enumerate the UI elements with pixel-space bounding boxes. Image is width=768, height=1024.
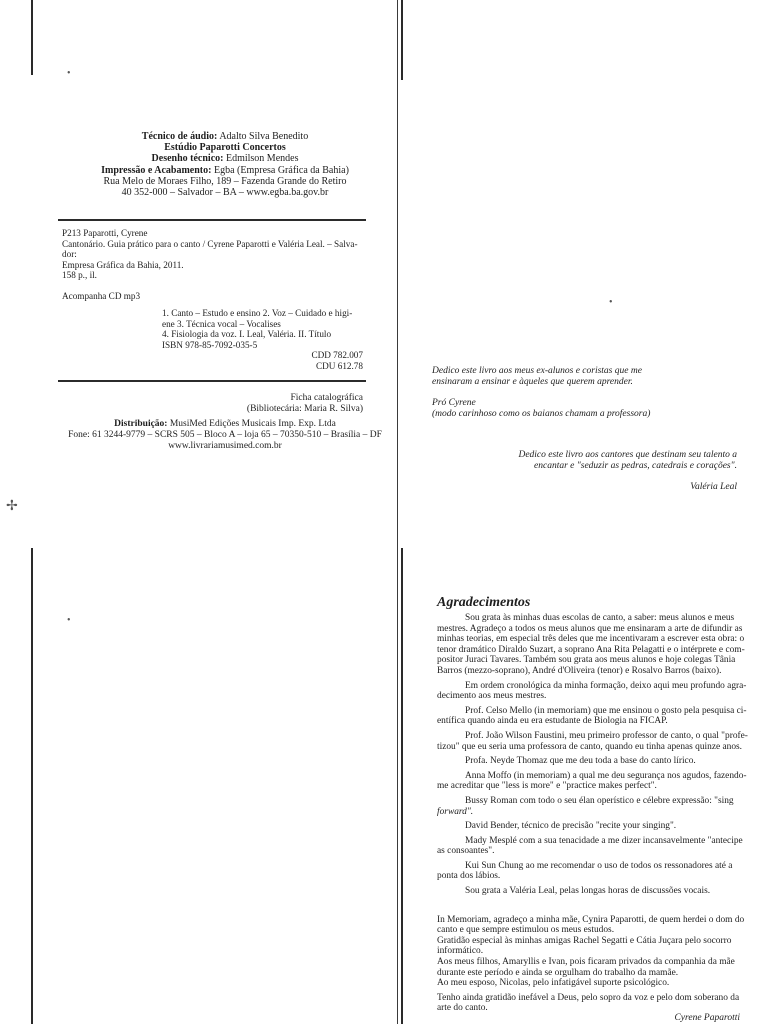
ack-line: minhas teorias, em especial três deles que me incentivaram a escrever esta obra: o <box>437 634 745 645</box>
right-page-edge-top <box>401 0 403 80</box>
print-value: Egba (Empresa Gráfica da Bahia) <box>213 164 349 176</box>
print-address-line2: 40 352-000 – Salvador – BA – www.egba.ba.gov.br <box>121 187 329 199</box>
scan-speck: • <box>67 68 71 79</box>
ack-line: Aos meus filhos, Amaryllis e Ivan, pois ficaram privados da companhia da mãe <box>437 957 735 968</box>
ack-signature: Cyrene Paparotti <box>674 1013 740 1023</box>
catalog-cd-note: Acompanha CD mp3 <box>62 290 141 301</box>
isbn: ISBN 978-85-7092-035-5 <box>162 339 258 350</box>
ack-line: Anna Moffo (in memoriam) a qual me deu segurança nos agudos, fazendo- <box>465 770 747 781</box>
distribution-block <box>55 419 395 451</box>
ack-paragraph <box>437 705 747 727</box>
drawing-value: Edmilson Mendes <box>225 153 299 165</box>
ack-line: as consoantes". <box>437 846 495 857</box>
ack-line: Kui Sun Chung ao me recomendar o uso de todos os ressonadores até a <box>465 860 733 871</box>
scan-mark: ✢ <box>6 499 18 514</box>
catalog-bottom-rule <box>58 380 366 382</box>
subject-line: ene 3. Técnica vocal – Vocalises <box>162 318 281 329</box>
center-gutter-line <box>397 0 398 1024</box>
ack-line: decimento aos meus mestres. <box>437 691 547 702</box>
distribution-address: Fone: 61 3244-9779 – SCRS 505 – Bloco A – loja 65 – 70350-510 – Brasília – DF <box>68 429 382 440</box>
catalog-line: 158 p., il. <box>62 270 97 281</box>
ack-line: Tenho ainda gratidão inefável a Deus, pelo sopro da voz e pelo dom soberano da <box>437 992 740 1003</box>
ack-paragraph <box>437 770 747 792</box>
catalog-line: Cantonário. Guia prático para o canto / Cyrene Paparotti e Valéria Leal. – Salva- <box>62 238 358 249</box>
dedication-cyrene <box>432 366 732 420</box>
classification-codes <box>250 350 363 372</box>
catalog-line: P213 Paparotti, Cyrene <box>62 228 148 238</box>
ack-line: ponta dos lábios. <box>437 871 501 882</box>
ack-line: Sou grata a Valéria Leal, pelas longas horas de discussões vocais. <box>465 886 711 897</box>
subject-line: 1. Canto – Estudo e ensino 2. Voz – Cuidado e higi- <box>162 308 353 318</box>
subject-line: 4. Fisiologia da voz. I. Leal, Valéria. II. Título <box>162 329 332 340</box>
dedication-signature-note: (modo carinhoso como os baianos chamam a professora) <box>432 409 651 419</box>
ack-line: Mady Mesplé com a sua tenacidade a me dizer incansavelmente "antecipe <box>465 835 743 846</box>
credits-block <box>60 131 390 198</box>
ack-line: canto e que sempre estimulou os meus estudos. <box>437 925 615 936</box>
ack-line: Prof. João Wilson Faustini, meu primeiro professor de canto, o qual "profe- <box>465 730 748 741</box>
ack-paragraph <box>437 836 741 857</box>
ack-line: positor Juraci Tavares. Também sou grata aos meus alunos e hoje colegas Tânia <box>437 655 736 666</box>
dedication-line: Dedico este livro aos cantores que destinam seu talento a <box>518 450 737 460</box>
ack-line: Bussy Roman com todo o seu élan operístico e célebre expressão: "sing <box>465 795 734 806</box>
ack-line: Prof. Celso Mello (in memoriam) que me ensinou o gosto pela pesquisa ci- <box>465 705 747 716</box>
ack-line: Ao meu esposo, Nicolas, pelo infatigável suporte psicológico. <box>437 978 670 989</box>
dedication-signature: Pró Cyrene <box>432 398 476 408</box>
right-page-edge-bottom <box>401 548 403 1024</box>
ack-line: entífica quando ainda eu era estudante de Biologia na FICAP. <box>437 716 668 727</box>
ack-paragraph <box>437 680 747 702</box>
ack-line: forward". <box>437 806 474 817</box>
acknowledgments-title: Agradecimentos <box>437 595 531 610</box>
dedication-line: Dedico este livro aos meus ex-alunos e coristas que me <box>432 366 642 376</box>
paragraph-gap <box>437 901 741 915</box>
librarian: (Bibliotecária: Maria R. Silva) <box>246 404 363 414</box>
ack-line: Em ordem cronológica da minha formação, deixo aqui meu profundo agra- <box>465 680 747 691</box>
ack-paragraph <box>437 993 741 1014</box>
ack-line: Profa. Neyde Thomaz que me deu toda a base do canto lírico. <box>465 756 696 767</box>
ack-line: mestres. Agradeço a todos os meus alunos que me ensinaram a arte de difundir as <box>437 623 743 634</box>
ack-line: me acreditar que "less is more" e "practice makes perfect". <box>437 781 657 792</box>
ack-paragraph <box>437 730 748 752</box>
ack-line: tizou" que eu seria uma professora de canto, quando eu tinha apenas quinze anos. <box>437 741 743 752</box>
cdd-code: CDD 782.007 <box>311 350 363 360</box>
catalog-top-rule <box>58 219 366 221</box>
ficha-title: Ficha catalográfica <box>290 393 363 403</box>
distribution-label: Distribuição: <box>114 419 168 429</box>
studio-name: Estúdio Paparotti Concertos <box>164 142 286 154</box>
ack-line: Barros (mezzo-soprano), André d'Oliveira (tenor) e Rosalvo Barros (baixo). <box>437 665 722 676</box>
left-page-edge-top <box>31 0 33 75</box>
catalog-line: Empresa Gráfica da Bahia, 2011. <box>62 259 184 270</box>
audio-value: Adalto Silva Benedito <box>219 131 309 142</box>
dedication-line: encantar e "seduzir as pedras, catedrais e corações". <box>534 461 737 471</box>
ack-paragraph-family <box>437 914 745 989</box>
distribution-value: MusiMed Edições Musicais Imp. Exp. Ltda <box>169 419 336 429</box>
print-address-line1: Rua Melo de Moraes Filho, 189 – Fazenda Grande do Retiro <box>103 175 347 187</box>
scan-speck: • <box>609 297 613 308</box>
catalog-line: dor: <box>62 249 77 260</box>
audio-label: Técnico de áudio: <box>141 131 218 142</box>
ack-line: David Bender, técnico de precisão "recite your singing". <box>465 821 677 832</box>
ack-paragraph <box>437 886 741 897</box>
ficha-block <box>200 393 363 415</box>
cdu-code: CDU 612.78 <box>316 361 363 371</box>
catalog-card <box>62 228 367 302</box>
dedication-line: ensinaram a ensinar e àqueles que querem aprender. <box>432 377 633 387</box>
ack-paragraph <box>437 861 741 882</box>
scan-speck: • <box>67 615 71 626</box>
ack-line: In Memoriam, agradeço a minha mãe, Cynira Paparotti, de quem herdei o dom do <box>437 914 745 925</box>
catalog-subjects <box>162 308 372 350</box>
distribution-website: www.livrariamusimed.com.br <box>168 440 282 451</box>
dedication-valeria <box>450 450 737 493</box>
ack-line: tenor dramático Diraldo Suzart, a soprano Ana Rita Pelagatti e o intérprete e com- <box>437 644 745 655</box>
left-page-edge-bottom <box>31 548 33 1024</box>
dedication-signature: Valéria Leal <box>690 482 737 492</box>
ack-paragraph <box>437 821 741 832</box>
ack-line: Sou grata às minhas duas escolas de canto, a saber: meus alunos e meus <box>465 613 735 623</box>
ack-line: arte do canto. <box>437 1003 488 1014</box>
drawing-label: Desenho técnico: <box>151 153 224 165</box>
ack-line: durante este período e ainda se orgulham do trabalho da mamãe. <box>437 967 679 978</box>
print-label: Impressão e Acabamento: <box>101 164 212 176</box>
ack-paragraph <box>437 613 745 677</box>
ack-line: informático. <box>437 946 484 957</box>
ack-line: Gratidão especial às minhas amigas Rachel Segatti e Cátia Juçara pelo socorro <box>437 935 732 946</box>
acknowledgments-body <box>437 613 748 1018</box>
ack-paragraph <box>437 796 741 817</box>
ack-paragraph <box>437 756 741 767</box>
